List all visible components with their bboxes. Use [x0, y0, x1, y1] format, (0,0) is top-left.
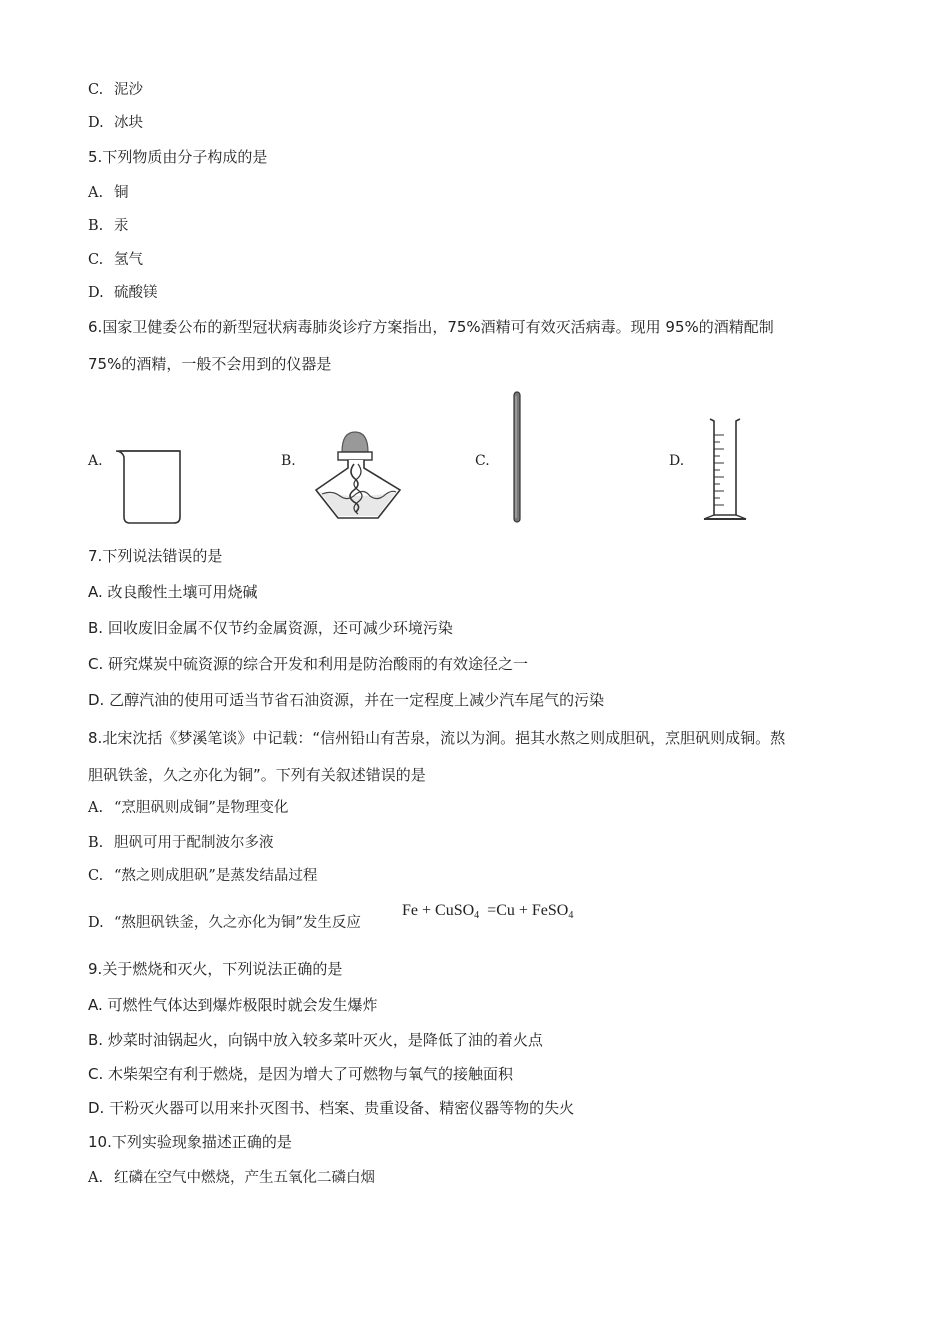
q7-stem	[88, 546, 222, 566]
q5-option-a	[88, 183, 129, 203]
option-text: 可燃性气体达到爆炸极限时就会发生爆炸	[107, 996, 378, 1014]
glass-rod-icon	[510, 390, 524, 524]
question-text: 下列实验现象描述正确的是	[111, 1133, 292, 1151]
option-text: 炒菜时油锅起火，向锅中放入较多菜叶灭火，是降低了油的着火点	[107, 1031, 543, 1049]
option-label: C.	[88, 252, 104, 268]
option-label: C.	[88, 1065, 104, 1083]
option-label: C.	[88, 655, 104, 673]
q8-stem-line2	[88, 765, 426, 785]
q7-option-a	[88, 582, 258, 602]
eq-subscript: 4	[474, 910, 480, 921]
option-text: 改良酸性土壤可用烧碱	[107, 583, 258, 601]
q8-option-d	[88, 913, 361, 933]
q6-stem-line2	[88, 354, 331, 374]
q6-option-c-label: C.	[475, 453, 490, 469]
q9-option-d	[88, 1098, 574, 1118]
question-number: 5.	[88, 148, 103, 166]
option-text: 硫酸镁	[114, 285, 158, 301]
measuring-cylinder-icon	[700, 415, 750, 527]
option-label: D.	[88, 915, 104, 931]
q8-option-b	[88, 833, 274, 853]
q8-option-c	[88, 866, 317, 886]
q5-option-b	[88, 216, 129, 236]
option-text: 铜	[114, 185, 129, 201]
option-label: D.	[88, 285, 104, 301]
option-label: D.	[88, 691, 105, 709]
question-number: 6.	[88, 318, 103, 336]
q4-option-d	[88, 113, 143, 133]
option-text: 红磷在空气中燃烧，产生五氧化二磷白烟	[114, 1170, 375, 1186]
chemical-equation	[402, 901, 573, 926]
option-text: 研究煤炭中硫资源的综合开发和利用是防治酸雨的有效途径之一	[108, 655, 529, 673]
eq-cuso: CuSO	[435, 902, 475, 919]
question-text: 75%的酒精，一般不会用到的仪器是	[88, 355, 332, 373]
alcohol-lamp-icon	[308, 428, 408, 522]
q6-stem-line1	[88, 317, 774, 337]
option-label: A.	[88, 1170, 104, 1186]
eq-subscript: 4	[568, 910, 574, 921]
question-number: 9.	[88, 960, 103, 978]
option-label: D.	[88, 1099, 105, 1117]
option-label: B.	[88, 1031, 104, 1049]
eq-fe: Fe	[402, 902, 418, 919]
option-text: “烹胆矾则成铜”是物理变化	[114, 800, 289, 816]
option-label: A.	[88, 583, 103, 601]
question-text: 关于燃烧和灭火，下列说法正确的是	[102, 960, 343, 978]
option-label: A.	[88, 185, 104, 201]
option-label: B.	[88, 835, 104, 851]
option-label: C.	[88, 82, 104, 98]
q7-option-d	[88, 690, 604, 710]
option-text: “熬胆矾铁釜，久之亦化为铜”发生反应	[114, 915, 361, 931]
option-text: 木柴架空有利于燃烧，是因为增大了可燃物与氧气的接触面积	[108, 1065, 514, 1083]
eq-equals: =	[487, 902, 497, 919]
option-label: B.	[88, 218, 104, 234]
q9-option-a	[88, 995, 378, 1015]
q5-option-d	[88, 283, 158, 303]
q4-option-c	[88, 80, 143, 100]
q5-option-c	[88, 250, 143, 270]
option-text: 冰块	[114, 115, 143, 131]
question-number: 8.	[88, 729, 103, 747]
option-label: D.	[88, 115, 104, 131]
q10-option-a	[88, 1168, 375, 1188]
q6-option-b-label: B.	[281, 453, 296, 469]
question-text: 下列物质由分子构成的是	[102, 148, 268, 166]
question-number: 10.	[88, 1133, 112, 1151]
eq-cu: Cu	[496, 902, 515, 919]
option-label: A.	[88, 800, 104, 816]
q8-option-a	[88, 798, 288, 818]
option-text: 干粉灭火器可以用来扑灭图书、档案、贵重设备、精密仪器等物的失火	[109, 1099, 575, 1117]
question-text: 下列说法错误的是	[102, 547, 223, 565]
option-text: 乙醇汽油的使用可适当节省石油资源，并在一定程度上减少汽车尾气的污染	[109, 691, 605, 709]
option-label: A.	[88, 996, 103, 1014]
q9-option-c	[88, 1064, 513, 1084]
q10-stem	[88, 1132, 292, 1152]
option-label: B.	[88, 619, 104, 637]
option-text: 回收废旧金属不仅节约金属资源，还可减少环境污染	[107, 619, 453, 637]
eq-plus: +	[518, 902, 528, 919]
option-text: 氢气	[114, 252, 143, 268]
q7-option-b	[88, 618, 453, 638]
eq-plus: +	[422, 902, 432, 919]
q6-option-d-label: D.	[669, 453, 685, 469]
question-text: 北宋沈括《梦溪笔谈》中记载：“信州铅山有苦泉，流以为涧。挹其水熬之则成胆矾，烹胆矾则成铜。熬	[102, 729, 786, 747]
beaker-icon	[112, 445, 188, 527]
q6-option-a-label: A.	[88, 453, 103, 469]
q9-option-b	[88, 1030, 543, 1050]
option-text: 泥沙	[114, 82, 143, 98]
q5-stem	[88, 147, 267, 167]
option-label: C.	[88, 868, 104, 884]
q9-stem	[88, 959, 342, 979]
eq-feso: FeSO	[531, 902, 569, 919]
question-text: 胆矾铁釜，久之亦化为铜”。下列有关叙述错误的是	[88, 766, 426, 784]
question-number: 7.	[88, 547, 103, 565]
q7-option-c	[88, 654, 528, 674]
option-text: 胆矾可用于配制波尔多液	[114, 835, 274, 851]
q8-stem-line1	[88, 728, 785, 748]
option-text: 汞	[114, 218, 129, 234]
question-text: 国家卫健委公布的新型冠状病毒肺炎诊疗方案指出，75%酒精可有效灭活病毒。现用 95%的酒精配制	[102, 318, 774, 336]
option-text: “熬之则成胆矾”是蒸发结晶过程	[114, 868, 318, 884]
